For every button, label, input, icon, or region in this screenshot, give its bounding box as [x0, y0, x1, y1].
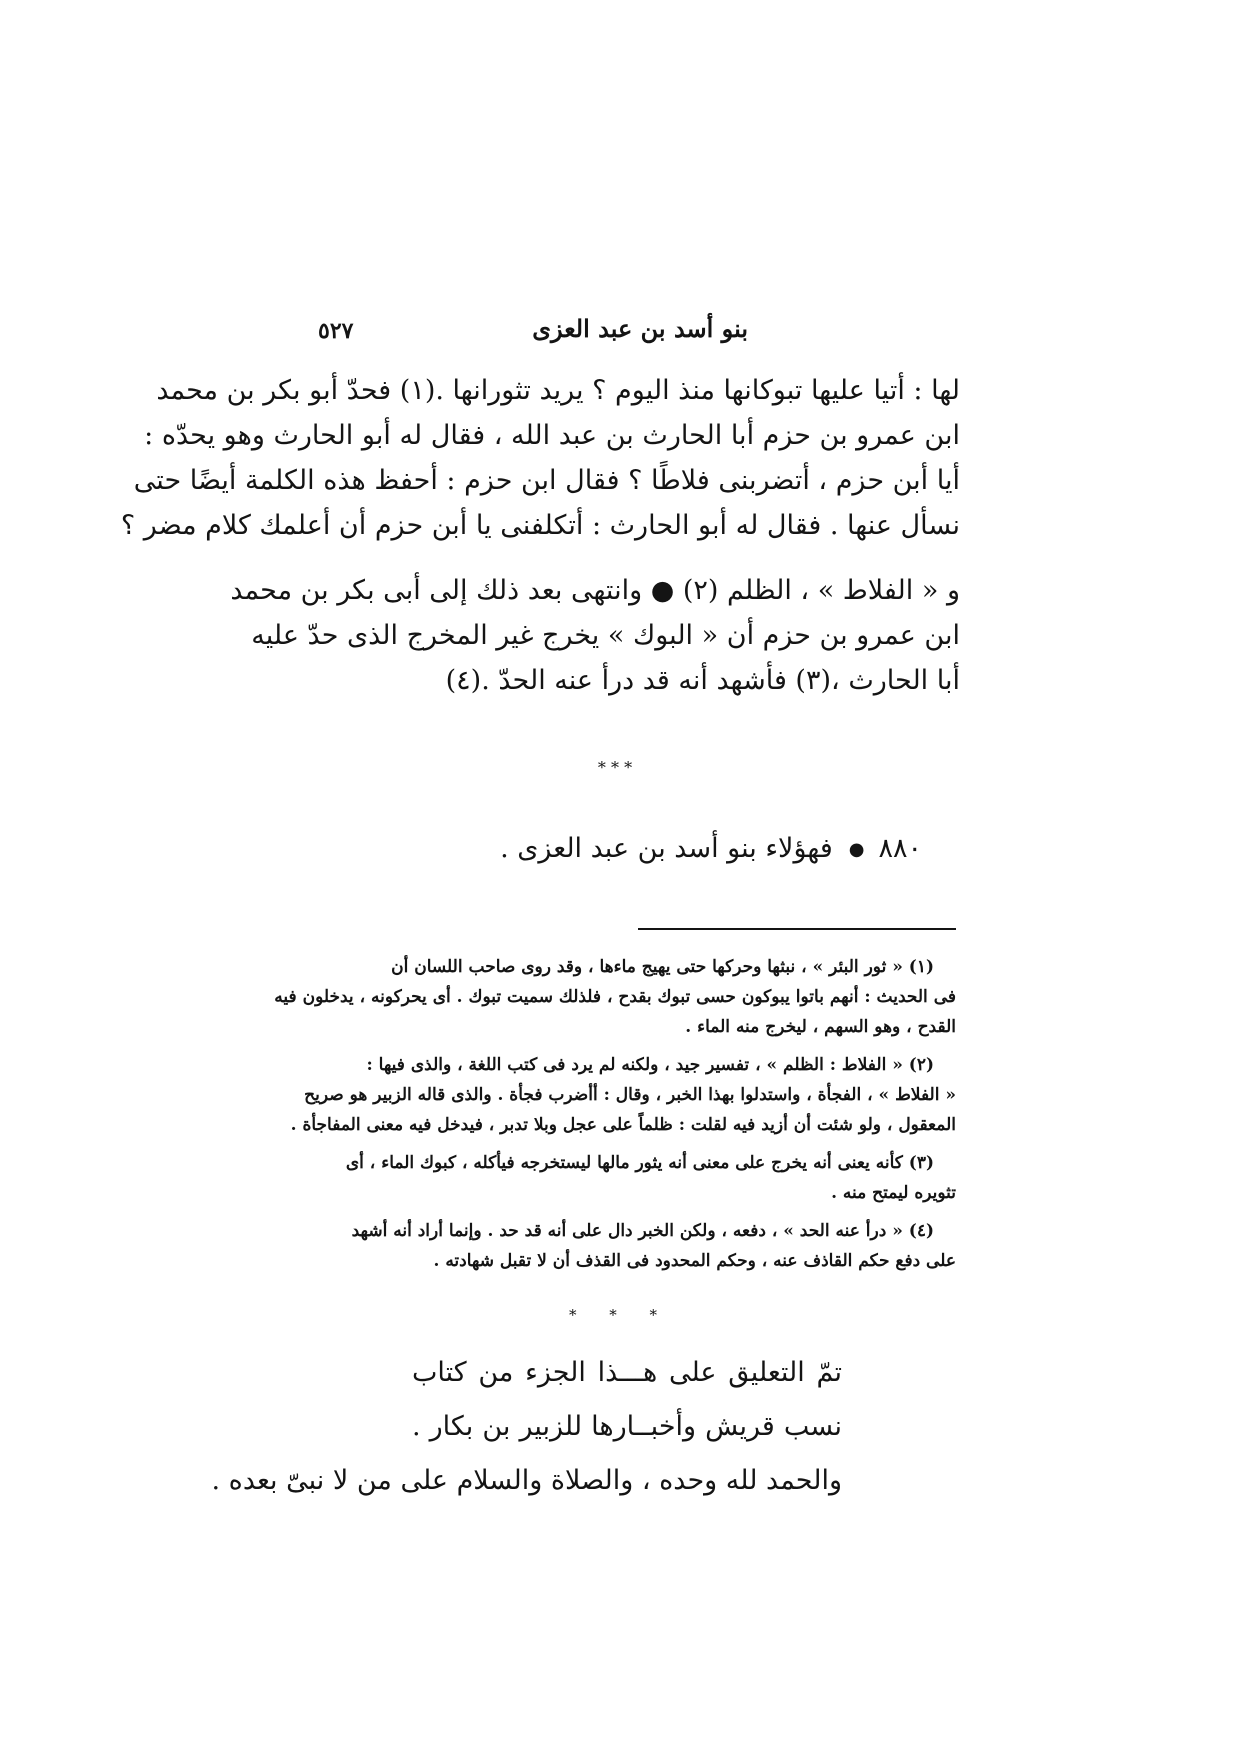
text-line: ابن عمرو بن حزم أبا الحارث بن عبد الله ، فقال له أبو الحارث وهو يحدّه :	[144, 420, 960, 451]
footnotes	[274, 952, 956, 1284]
main-text	[120, 368, 960, 723]
footnote	[296, 1216, 956, 1276]
bullet-icon: ●	[848, 839, 865, 860]
section-closing	[500, 833, 922, 864]
paragraph	[230, 568, 960, 703]
footnote	[290, 1050, 956, 1140]
colophon-line: والحمد لله وحده ، والصلاة والسلام على من لا نبىّ بعده .	[211, 1465, 842, 1496]
text-line: لها : أتيا عليها تبوكانها منذ اليوم ؟ يريد تثورانها .(١) فحدّ أبو بكر بن محمد	[156, 375, 960, 406]
footnote-line: (٢) « الفلاط : الظلم » ، تفسير جيد ، ولكنه لم يرد فى كتب اللغة ، والذى فيها :	[366, 1055, 934, 1075]
closing-text: فهؤلاء بنو أسد بن عبد العزى .	[500, 833, 833, 864]
page-number: ٥٢٧	[318, 318, 354, 344]
colophon-line: تمّ التعليق على هـــذا الجزء من كتاب	[412, 1357, 842, 1388]
footnote-line: على دفع حكم القاذف عنه ، وحكم المحدود فى القذف أن لا تقبل شهادته .	[433, 1251, 956, 1271]
footnote-divider	[638, 928, 956, 930]
text-line: نسأل عنها . فقال له أبو الحارث : أتكلفنى يا أبن حزم أن أعلمك كلام مضر ؟	[120, 510, 960, 541]
footnote-line: تثويره ليمتح منه .	[831, 1183, 956, 1203]
footnote	[296, 1148, 956, 1208]
footnote-ornament: * * *	[568, 1306, 672, 1324]
footnote-line: المعقول ، ولو شئت أن أزيد فيه لقلت : ظلماً على عجل وبلا تدبر ، فيدخل فيه معنى المفاجأة .	[290, 1115, 956, 1135]
colophon-line: نسب قريش وأخبــارها للزبير بن بكار .	[412, 1411, 842, 1442]
footnote-line: (٣) كأنه يعنى أنه يخرج على معنى أنه يثور مالها ليستخرجه فيأكله ، كبوك الماء ، أى	[345, 1153, 934, 1173]
paragraph	[120, 368, 960, 548]
footnote-line: فى الحديث : أنهم باتوا يبوكون حسى تبوك بقدح ، فلذلك سميت تبوك . أى يحركونه ، يدخلون فيه	[274, 987, 956, 1007]
text-line: ابن عمرو بن حزم أن « البوك » يخرج غير المخرج الذى حدّ عليه	[251, 620, 960, 651]
footnote-line: القدح ، وهو السهم ، ليخرج منه الماء .	[685, 1017, 956, 1037]
footnote-line: (٤) « درأ عنه الحد » ، دفعه ، ولكن الخبر دال على أنه قد حد . وإنما أراد أنه أشهد	[351, 1221, 934, 1241]
entry-number: ٨٨٠	[878, 833, 922, 864]
section-ornament: * * *	[597, 758, 633, 777]
footnote-line: (١) « ثور البئر » ، نبثها وحركها حتى يهيج ماءها ، وقد روى صاحب اللسان أن	[391, 957, 934, 977]
text-line: أيا أبن حزم ، أتضربنى فلاطًا ؟ فقال ابن حزم : أحفظ هذه الكلمة أيضًا حتى	[133, 465, 960, 496]
text-line: أبا الحارث ،(٣) فأشهد أنه قد درأ عنه الحدّ .(٤)	[445, 665, 960, 696]
text-line: و « الفلاط » ، الظلم (٢) ● وانتهى بعد ذلك إلى أبى بكر بن محمد	[230, 575, 960, 606]
colophon	[211, 1346, 842, 1508]
footnote-line: « الفلاط » ، الفجأة ، واستدلوا بهذا الخبر ، وقال : أأضرب فجأة . والذى قاله الزبير هو صريح	[304, 1085, 956, 1105]
footnote	[274, 952, 956, 1042]
page-header	[318, 312, 958, 352]
running-title: بنو أسد بن عبد العزى	[532, 314, 748, 343]
